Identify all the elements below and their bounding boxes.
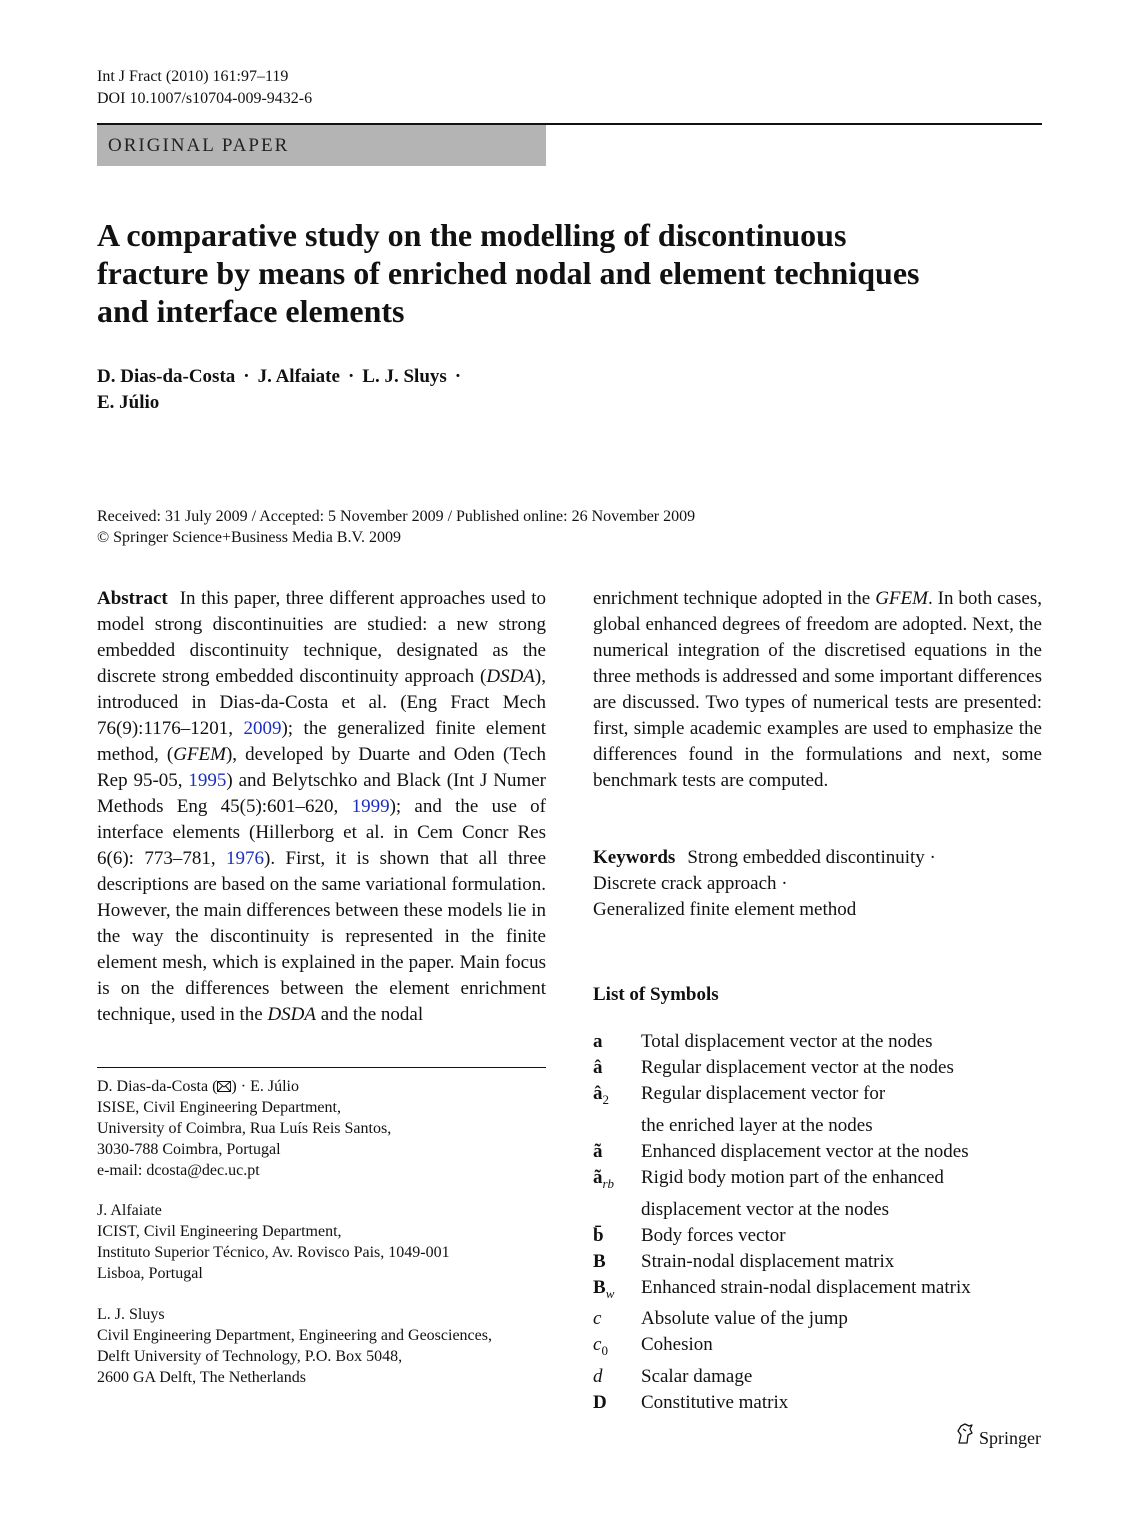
- abstract-text: . In both cases, global enhanced degrees of freedom are adopted. Next, the numerical integration of the discretised equations in the three methods is addressed and some important differences are discussed. Two types of numerical tests are presented: first, simple academic examples are used to emphasize the differences found in the formulations and next, some benchmark tests are computed.: [593, 588, 1042, 791]
- envelope-icon[interactable]: [217, 1078, 231, 1095]
- citation-link[interactable]: 1999: [351, 796, 390, 817]
- symbol-description: Strain-nodal displacement matrix: [641, 1250, 895, 1272]
- symbol: ã: [593, 1166, 603, 1188]
- symbol: B: [593, 1250, 606, 1272]
- affiliation-name: L. J. Sluys: [97, 1306, 165, 1323]
- abstract-term: DSDA: [486, 666, 535, 687]
- dates-line: Received: 31 July 2009 / Accepted: 5 November 2009 / Published online: 26 November 2009: [97, 508, 696, 525]
- symbol-description: Rigid body motion part of the enhanced: [641, 1166, 944, 1188]
- symbol-row: [593, 1029, 1042, 1055]
- title-line: fracture by means of enriched nodal and element techniques: [97, 255, 920, 291]
- keywords: [593, 845, 1042, 923]
- symbol-description: Scalar damage: [641, 1366, 753, 1388]
- citation-link[interactable]: 2009: [243, 718, 282, 739]
- symbol-description: Enhanced displacement vector at the nodes: [641, 1140, 969, 1162]
- author: J. Alfaiate: [257, 366, 340, 387]
- symbol: D: [593, 1392, 607, 1414]
- symbol: b̄: [593, 1224, 604, 1246]
- journal-header: [97, 66, 312, 110]
- symbol: d: [593, 1366, 603, 1388]
- abstract-text: ); and the use of interface elements (Hillerborg et al. in Cem Concr Res 6(6): 773–781,: [97, 796, 546, 869]
- journal-citation: Int J Fract (2010) 161:97–119: [97, 68, 289, 85]
- publisher-logo: [955, 1423, 1041, 1452]
- symbol-description: Body forces vector: [641, 1224, 786, 1246]
- abstract-text: and the nodal: [316, 1004, 424, 1025]
- affiliation-1: [97, 1076, 546, 1181]
- symbol-row: [593, 1197, 1042, 1223]
- symbol: B: [593, 1276, 606, 1298]
- footnote-rule: [97, 1067, 546, 1068]
- symbol-description: Constitutive matrix: [641, 1392, 789, 1414]
- symbol-description: the enriched layer at the nodes: [641, 1114, 873, 1136]
- author-separator: ·: [243, 366, 250, 387]
- symbol-description: Regular displacement vector for: [641, 1083, 886, 1104]
- abstract-left: [97, 586, 546, 1028]
- symbol-row: [593, 1165, 1042, 1197]
- affiliation-line: Delft University of Technology, P.O. Box 5048,: [97, 1348, 403, 1365]
- affiliation-name: D. Dias-da-Costa (: [97, 1078, 218, 1095]
- abstract-text: ) and Belytschko and Black (Int J Numer Methods Eng 45(5):601–620,: [97, 770, 546, 817]
- symbol-row: [593, 1139, 1042, 1165]
- affiliation-line: Instituto Superior Técnico, Av. Rovisco Pais, 1049-001: [97, 1244, 450, 1261]
- affiliation-line: ICIST, Civil Engineering Department,: [97, 1223, 342, 1240]
- author-separator: ·: [347, 366, 355, 387]
- symbol-row: [593, 1249, 1042, 1275]
- abstract-label: Abstract: [97, 588, 168, 609]
- author-separator: ·: [454, 366, 462, 387]
- affiliation-name: ) · E. Júlio: [231, 1078, 299, 1095]
- affiliation-line: University of Coimbra, Rua Luís Reis Santos,: [97, 1120, 392, 1137]
- author: L. J. Sluys: [362, 366, 447, 387]
- author: E. Júlio: [97, 392, 160, 413]
- affiliation-line: Civil Engineering Department, Engineering and Geosciences,: [97, 1327, 492, 1344]
- article-type-band: ORIGINAL PAPER: [97, 125, 546, 166]
- symbol-row: [593, 1223, 1042, 1249]
- symbol-description: Regular displacement vector at the nodes: [641, 1057, 954, 1078]
- symbol: c: [593, 1308, 602, 1330]
- symbol: â: [593, 1083, 603, 1104]
- author-list: [97, 364, 597, 416]
- symbol-row: [593, 1364, 1042, 1390]
- symbol-row: [593, 1081, 1042, 1113]
- author: D. Dias-da-Costa: [97, 366, 236, 387]
- symbol-description: displacement vector at the nodes: [641, 1198, 889, 1220]
- abstract-text: ). First, it is shown that all three descriptions are based on the same variational formulation. However, the main differences between these models lie in the way the discontinuity is represented in the finite element mesh, which is explained in the paper. Main focus is on the differences between the element enrichment technique, used in the: [97, 848, 546, 1025]
- symbol-description: Total displacement vector at the nodes: [641, 1031, 933, 1052]
- symbol: â: [593, 1057, 603, 1078]
- symbol-subscript: 0: [601, 1343, 608, 1359]
- keyword: Generalized finite element method: [593, 899, 857, 920]
- symbol-row: [593, 1113, 1042, 1139]
- symbol-subscript: rb: [602, 1175, 615, 1191]
- abstract-term: GFEM: [875, 588, 928, 609]
- affiliation-2: [97, 1200, 546, 1284]
- symbol: c: [593, 1334, 602, 1356]
- affiliation-line: Lisboa, Portugal: [97, 1265, 203, 1282]
- publisher-name: Springer: [979, 1427, 1041, 1448]
- abstract-text: ); the generalized finite element method, (: [97, 718, 546, 765]
- symbol-row: [593, 1275, 1042, 1307]
- affiliation-line: ISISE, Civil Engineering Department,: [97, 1099, 341, 1116]
- email-address[interactable]: e-mail: dcosta@dec.uc.pt: [97, 1162, 260, 1179]
- citation-link[interactable]: 1995: [188, 770, 227, 791]
- symbol-subscript: 2: [602, 1091, 609, 1107]
- springer-horse-icon: [955, 1423, 979, 1452]
- title-line: and interface elements: [97, 293, 405, 329]
- paper-title: [97, 216, 997, 330]
- copyright-line: © Springer Science+Business Media B.V. 2009: [97, 529, 401, 546]
- keywords-label: Keywords: [593, 847, 676, 868]
- symbol-row: [593, 1332, 1042, 1364]
- abstract-term: GFEM: [173, 744, 226, 765]
- citation-link[interactable]: 1976: [226, 848, 265, 869]
- affiliation-name: J. Alfaiate: [97, 1202, 162, 1219]
- symbol-row: [593, 1306, 1042, 1332]
- symbol-description: Enhanced strain-nodal displacement matrix: [641, 1276, 971, 1298]
- keyword: Strong embedded discontinuity ·: [687, 847, 936, 868]
- symbol-row: [593, 1055, 1042, 1081]
- abstract-term: DSDA: [267, 1004, 316, 1025]
- symbols-list: [593, 1029, 1042, 1416]
- symbol-description: Cohesion: [641, 1334, 713, 1356]
- symbol-description: Absolute value of the jump: [641, 1308, 848, 1330]
- abstract-text: ), developed by Duarte and Oden (Tech Rep 95-05,: [97, 744, 546, 791]
- abstract-right: [593, 586, 1042, 794]
- title-line: A comparative study on the modelling of discontinuous: [97, 217, 847, 253]
- symbol: a: [593, 1031, 603, 1052]
- keyword: Discrete crack approach ·: [593, 873, 788, 894]
- symbols-heading: List of Symbols: [593, 984, 719, 1005]
- publication-dates: [97, 506, 695, 548]
- abstract-text: ), introduced in Dias-da-Costa et al. (Eng Fract Mech 76(9):1176–1201,: [97, 666, 546, 739]
- affiliation-line: 3030-788 Coimbra, Portugal: [97, 1141, 281, 1158]
- abstract-text: enrichment technique adopted in the: [593, 588, 876, 609]
- doi: DOI 10.1007/s10704-009-9432-6: [97, 90, 313, 107]
- affiliation-line: 2600 GA Delft, The Netherlands: [97, 1369, 306, 1386]
- abstract-text: In this paper, three different approaches used to model strong discontinuities are studied: a new strong embedded discontinuity technique, designated as the discrete strong embedded discontinuity approach (: [97, 588, 546, 687]
- symbol-row: [593, 1390, 1042, 1416]
- affiliation-3: [97, 1304, 546, 1388]
- symbol: ã: [593, 1140, 603, 1162]
- symbol-subscript: w: [605, 1285, 615, 1301]
